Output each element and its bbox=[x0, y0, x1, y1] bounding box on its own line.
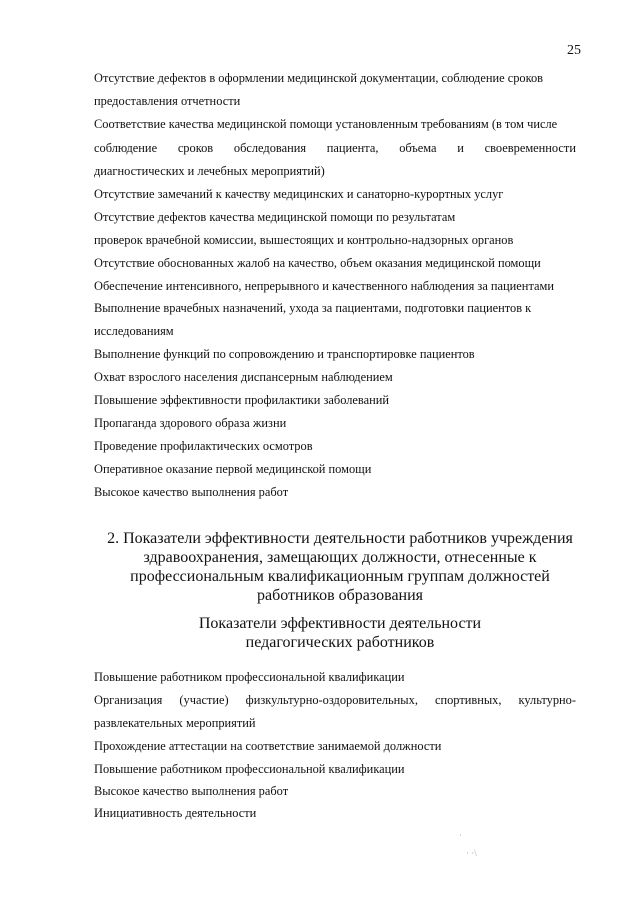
section1-line: Повышение эффективности профилактики заболеваний bbox=[94, 393, 389, 407]
section1-line: Пропаганда здорового образа жизни bbox=[94, 416, 287, 430]
section1-line: Отсутствие обоснованных жалоб на качество, объем оказания медицинской помощи bbox=[94, 256, 541, 270]
heading-line: работников образования bbox=[256, 587, 424, 604]
section2-line: Повышение работником профессиональной квалификации bbox=[94, 762, 405, 776]
section1-line: Отсутствие замечаний к качеству медицинских и санаторно-курортных услуг bbox=[94, 187, 504, 201]
section1-line: проверок врачебной комиссии, вышестоящих и контрольно-надзорных органов bbox=[94, 233, 514, 247]
section1-line: предоставления отчетности bbox=[94, 94, 241, 108]
heading-line: профессиональным квалификационным группам должностей bbox=[130, 568, 550, 585]
heading-line: 2. Показатели эффективности деятельности работников учреждения bbox=[107, 530, 573, 547]
scan-speck: · bbox=[459, 830, 462, 840]
section1-line: Высокое качество выполнения работ bbox=[94, 485, 289, 499]
word: культурно- bbox=[518, 693, 576, 707]
section1-line: диагностических и лечебных мероприятий) bbox=[94, 164, 325, 178]
section2-justified-line bbox=[94, 693, 576, 708]
section2-heading bbox=[60, 529, 620, 605]
section2-line: развлекательных мероприятий bbox=[94, 716, 256, 730]
section1-line: Оперативное оказание первой медицинской помощи bbox=[94, 462, 372, 476]
section2-line: Прохождение аттестации на соответствие занимаемой должности bbox=[94, 739, 442, 753]
section1-line: Проведение профилактических осмотров bbox=[94, 439, 313, 453]
word: сроков bbox=[177, 141, 214, 155]
section1-line: Выполнение функций по сопровождению и транспортировке пациентов bbox=[94, 347, 475, 361]
section2-line: Повышение работником профессиональной квалификации bbox=[94, 670, 405, 684]
page-number: 25 bbox=[567, 43, 581, 58]
section2-line: Инициативность деятельности bbox=[94, 806, 257, 820]
section1-line: Отсутствие дефектов качества медицинской помощи по результатам bbox=[94, 210, 456, 224]
word: физкультурно-оздоровительных, bbox=[245, 693, 418, 707]
word: пациента, bbox=[326, 141, 379, 155]
section1-line: исследованиям bbox=[94, 324, 174, 338]
word: объема bbox=[399, 141, 437, 155]
section1-line: Выполнение врачебных назначений, ухода за пациентами, подготовки пациентов к bbox=[94, 301, 532, 315]
heading-line: здравоохранения, замещающих должности, отнесенные к bbox=[143, 549, 537, 566]
section1-line: Соответствие качества медицинской помощи установленным требованиям (в том числе bbox=[94, 117, 558, 131]
section2-line: Высокое качество выполнения работ bbox=[94, 784, 289, 798]
word: своевременности bbox=[484, 141, 576, 155]
scan-speck: · ·\ bbox=[466, 848, 477, 858]
section1-justified-line bbox=[94, 141, 576, 156]
section1-line: Охват взрослого населения диспансерным наблюдением bbox=[94, 370, 393, 384]
word: соблюдение bbox=[94, 141, 158, 155]
section1-line: Обеспечение интенсивного, непрерывного и качественного наблюдения за пациентами bbox=[94, 279, 554, 293]
section1-line: Отсутствие дефектов в оформлении медицинской документации, соблюдение сроков bbox=[94, 71, 544, 85]
subheading-line: Показатели эффективности деятельности bbox=[198, 615, 482, 632]
word: и bbox=[457, 141, 464, 155]
word: (участие) bbox=[179, 693, 229, 707]
word: обследования bbox=[233, 141, 307, 155]
subheading-line: педагогических работников bbox=[245, 634, 435, 651]
word: Организация bbox=[94, 693, 163, 707]
section2-subheading bbox=[60, 614, 620, 652]
word: спортивных, bbox=[434, 693, 502, 707]
